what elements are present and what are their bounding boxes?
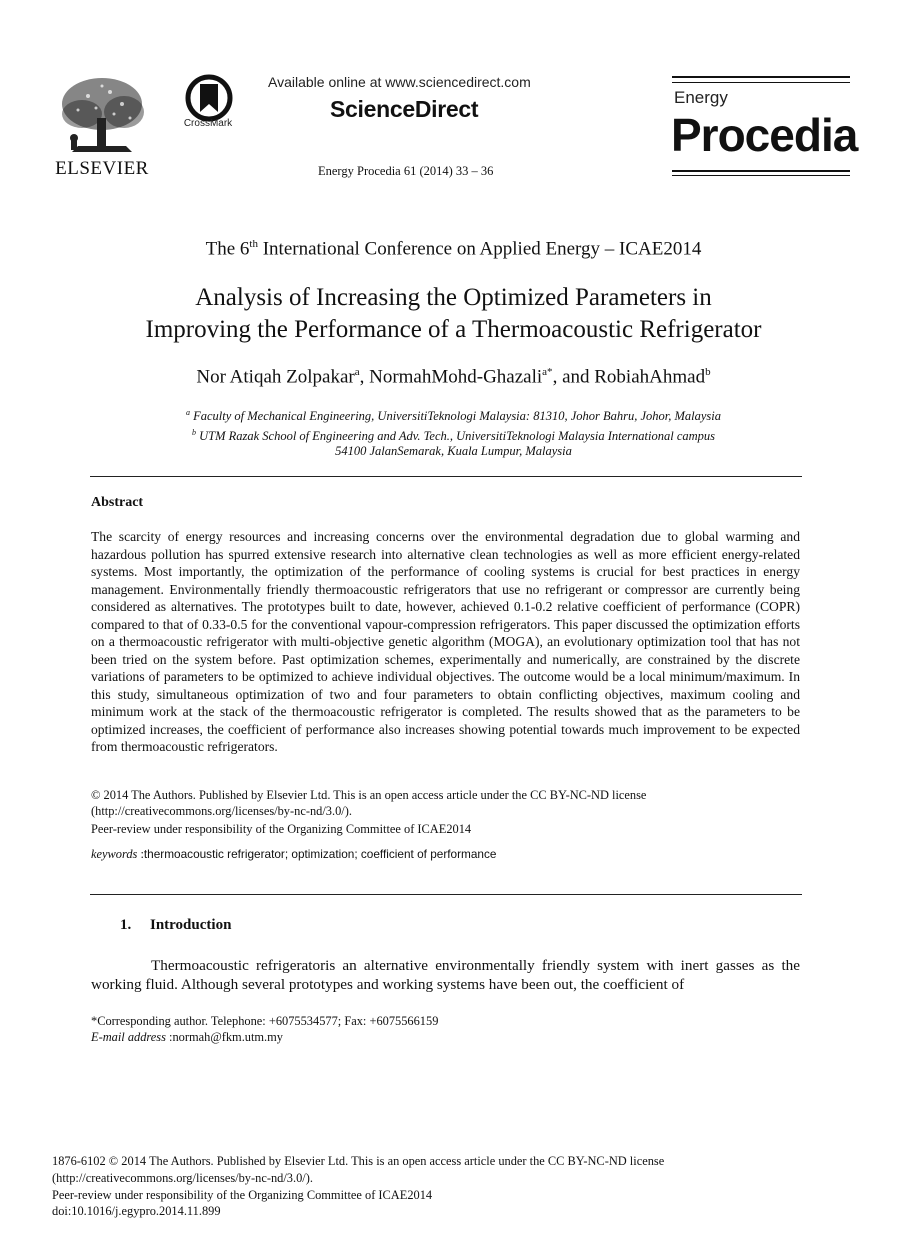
email-footnote: E-mail address :normah@fkm.utm.my: [91, 1030, 283, 1044]
journal-logo-rule-bottom-thin: [672, 175, 850, 176]
publisher-wordmark: ELSEVIER: [55, 158, 149, 179]
available-online-text: Available online at www.sciencedirect.com: [268, 74, 531, 90]
divider: [90, 894, 802, 895]
introduction-body: Thermoacoustic refrigeratoris an alternative environmentally friendly system with inert gasses as the working fluid. Although several prototypes and working systems have been out, the coefficient of: [91, 957, 800, 993]
divider: [90, 476, 802, 477]
paper-title-line-2: Improving the Performance of a Thermoacoustic Refrigerator: [145, 316, 762, 343]
affiliation-a: $^a$ Faculty of Mechanical Engineering, UniversitiTeknologi Malaysia: 81310, Johor Bahru, Johor, Malaysia: [185, 408, 722, 424]
keywords: keywords :thermoacoustic refrigerator; optimization; coefficient of performance: [91, 847, 497, 861]
email-link[interactable]: normah@fkm.utm.my: [172, 1030, 283, 1044]
license-link[interactable]: (http://creativecommons.org/licenses/by-nc-nd/3.0/).: [91, 804, 352, 818]
affiliation-b: $^b$ UTM Razak School of Engineering and Adv. Tech., UniversitiTeknologi Malaysia International campus: [191, 428, 716, 444]
author-name: RobiahAhmad: [594, 366, 706, 388]
journal-logo-procedia: Procedia: [671, 109, 858, 161]
conference-line: The 6th International Conference on Applied Energy – ICAE2014: [205, 238, 702, 260]
journal-citation: Energy Procedia 61 (2014) 33 – 36: [318, 164, 494, 178]
corresponding-author-footnote: *Corresponding author. Telephone: +6075534577; Fax: +6075566159: [91, 1014, 439, 1028]
journal-logo-energy: Energy: [674, 88, 728, 107]
journal-logo-rule-bottom: [672, 170, 850, 172]
author-list: Nor Atiqah Zolpakar$^a$, NormahMohd-Ghazali$^{a*}$, and RobiahAhmad$^b$: [196, 366, 711, 388]
peer-review-notice: Peer-review under responsibility of the Organizing Committee of ICAE2014: [91, 822, 472, 836]
affiliation-b-line-2: 54100 JalanSemarak, Kuala Lumpur, Malaysia: [335, 444, 572, 458]
abstract-heading: Abstract: [91, 495, 144, 510]
author-name: Nor Atiqah Zolpakar: [196, 366, 355, 388]
journal-logo-rule-top-thin: [672, 82, 850, 83]
copyright-notice: © 2014 The Authors. Published by Elsevier Ltd. This is an open access article under the CC BY-NC-ND license: [91, 788, 647, 802]
abstract-body: The scarcity of energy resources and increasing concerns over the environmental degradation due to global warming and hazardous pollution has spurred extensive research into alternative clean technologies as well as more efficient energy-related systems. Most importantly, the optimization of the performance of cooling systems is crucial for best practices in energy management. Environmentally friendly thermoacoustic refrigerators that use no refrigerant or compressor are currently being considered as alternatives. The prototypes built to date, however, achieved 0.1-0.2 relative coefficient of performance (COPR) compared to that of 0.33-0.5 for the conventional vapour-compression refrigerators. This paper discussed the optimization efforts on a thermoacoustic refrigerator with multi-objective genetic algorithm (MOGA), an evolutionary optimization tool that has not been tried on the system before. Past optimization schemes, experimentally and numerically, are constrained by the discrete variations of parameters to be optimized to achieve individual objectives. The outcome would be a local minimum/maximum. In this study, simultaneous optimization of two and four parameters to obtain conflicting objectives, maximum cooling and minimum work at the stack of the thermoacoustic refrigerator is completed. The results showed that as the parameters to be optimized increases, the coefficient of performance also increases showing potential towards much improvement to be expected from thermoacoustic refrigerators.: [91, 529, 800, 754]
sciencedirect-logo: ScienceDirect: [330, 96, 479, 122]
author-marks: a: [354, 366, 360, 378]
author-marks: b: [705, 366, 711, 378]
footer-peer-review: Peer-review under responsibility of the Organizing Committee of ICAE2014: [52, 1188, 433, 1202]
author-marks: a*: [542, 366, 553, 378]
paper-title-line-1: Analysis of Increasing the Optimized Parameters in: [195, 284, 712, 311]
footer-doi[interactable]: doi:10.1016/j.egypro.2014.11.899: [52, 1204, 221, 1218]
journal-logo-rule-top: [672, 76, 850, 78]
footer-issn-copyright: 1876-6102 © 2014 The Authors. Published by Elsevier Ltd. This is an open access article under the CC BY-NC-ND license: [52, 1154, 665, 1168]
footer-license-link[interactable]: (http://creativecommons.org/licenses/by-nc-nd/3.0/).: [52, 1171, 313, 1185]
crossmark-label: CrossMark: [183, 118, 233, 129]
author-name: NormahMohd-Ghazali: [369, 366, 543, 388]
section-heading-introduction: 1. Introduction: [120, 917, 232, 933]
